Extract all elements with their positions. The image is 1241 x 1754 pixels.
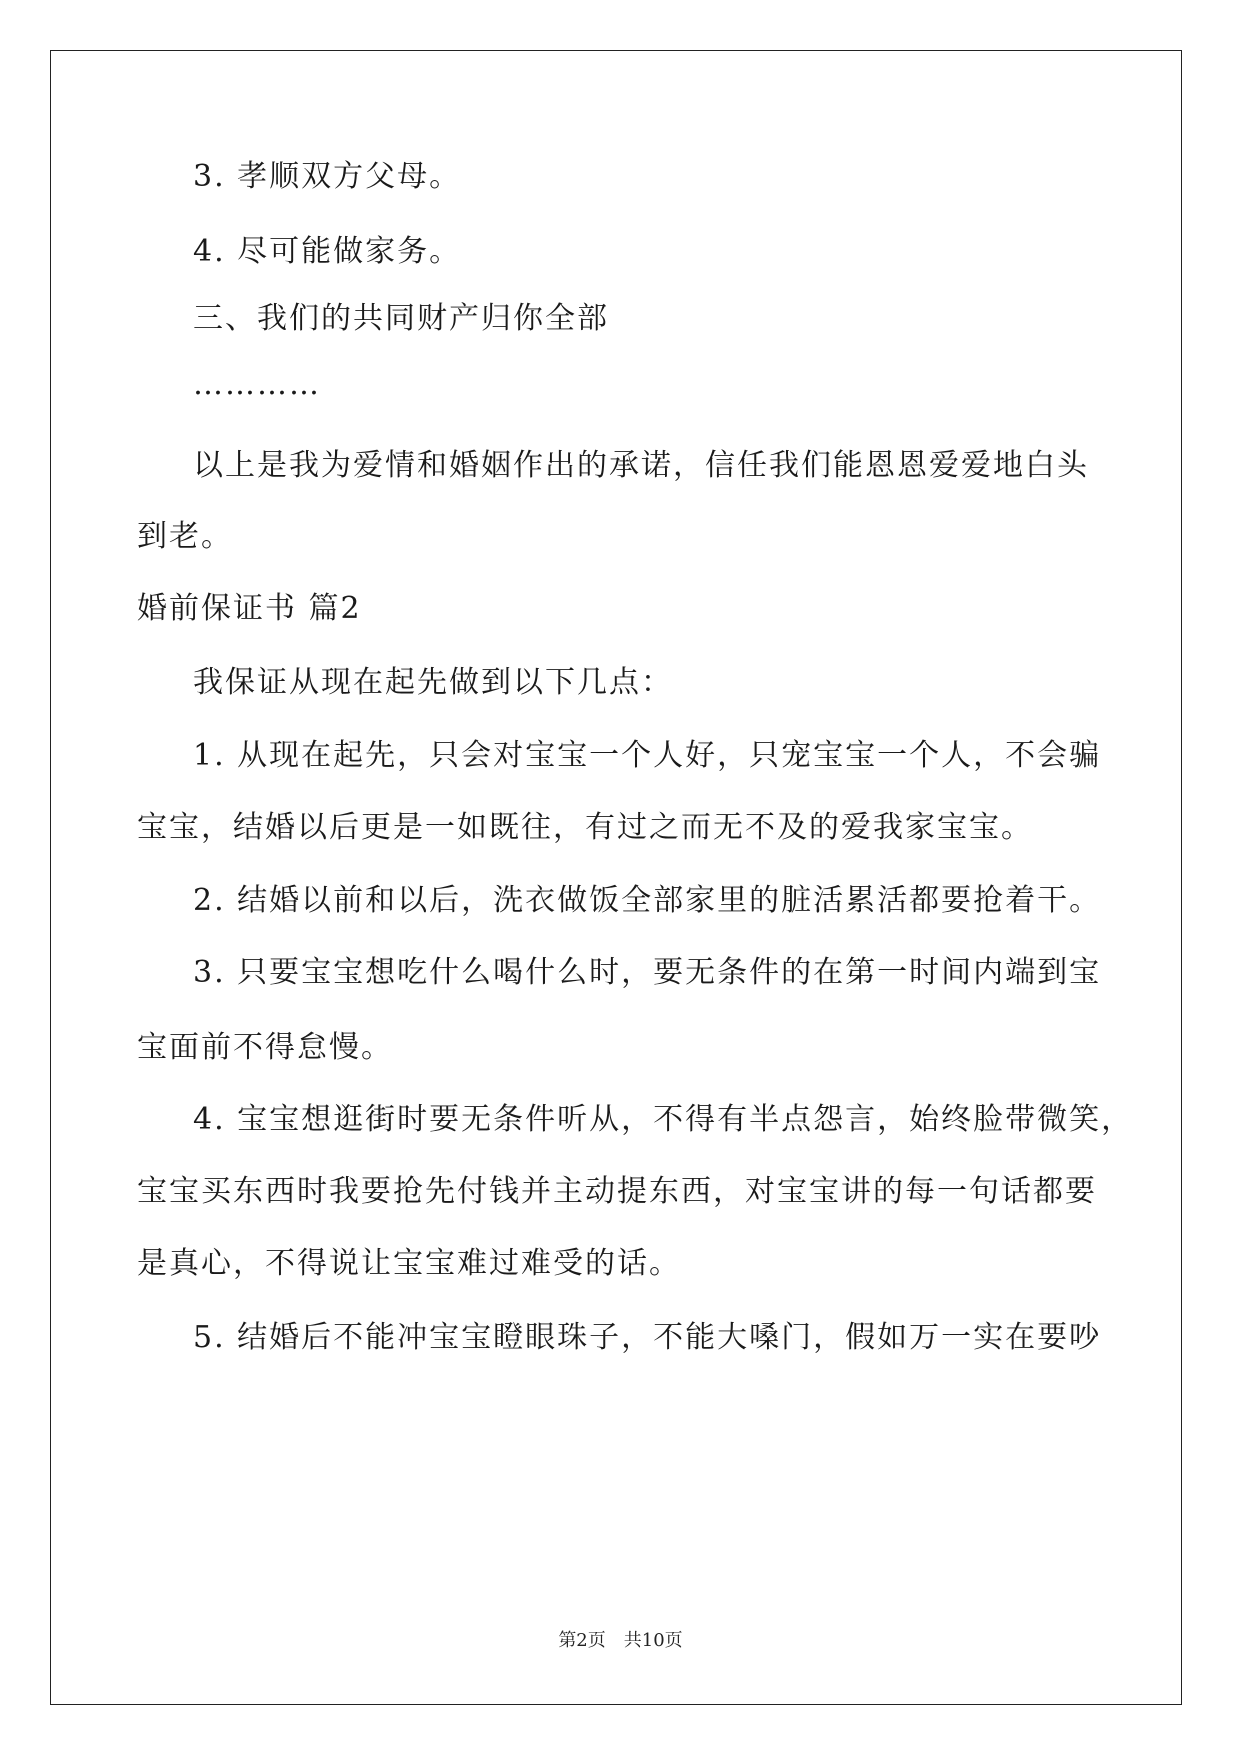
list-item-1-cont: 宝宝，结婚以后更是一如既往，有过之而无不及的爱我家宝宝。 <box>137 810 1033 845</box>
list-item-4-cont: 是真心，不得说让宝宝难过难受的话。 <box>137 1246 681 1281</box>
section-title: 婚前保证书 篇2 <box>137 591 362 626</box>
section-heading-3: 三、我们的共同财产归你全部 <box>193 301 609 336</box>
list-item-2: 2. 结婚以前和以后，洗衣做饭全部家里的脏活累活都要抢着干。 <box>193 883 1102 918</box>
list-item-4: 4. 宝宝想逛街时要无条件听从，不得有半点怨言，始终脸带微笑， <box>193 1102 1134 1137</box>
list-item-3-cont: 宝面前不得怠慢。 <box>137 1030 393 1065</box>
paragraph-line: 我保证从现在起先做到以下几点： <box>193 665 673 700</box>
ellipsis-line: ………… <box>193 367 321 402</box>
list-item-1: 1. 从现在起先，只会对宝宝一个人好，只宠宝宝一个人，不会骗 <box>193 738 1102 773</box>
paragraph-line: 到老。 <box>137 519 233 554</box>
list-item-5: 5. 结婚后不能冲宝宝瞪眼珠子，不能大嗓门，假如万一实在要吵 <box>193 1320 1102 1355</box>
paragraph-line: 以上是我为爱情和婚姻作出的承诺，信任我们能恩恩爱爱地白头 <box>193 448 1089 483</box>
list-item-4: 4. 尽可能做家务。 <box>193 234 462 269</box>
list-item-3: 3. 孝顺双方父母。 <box>193 159 462 194</box>
page-number: 第2页 共10页 <box>558 1630 683 1651</box>
list-item-3: 3. 只要宝宝想吃什么喝什么时，要无条件的在第一时间内端到宝 <box>193 955 1102 990</box>
list-item-4-cont: 宝宝买东西时我要抢先付钱并主动提东西，对宝宝讲的每一句话都要 <box>137 1174 1097 1209</box>
